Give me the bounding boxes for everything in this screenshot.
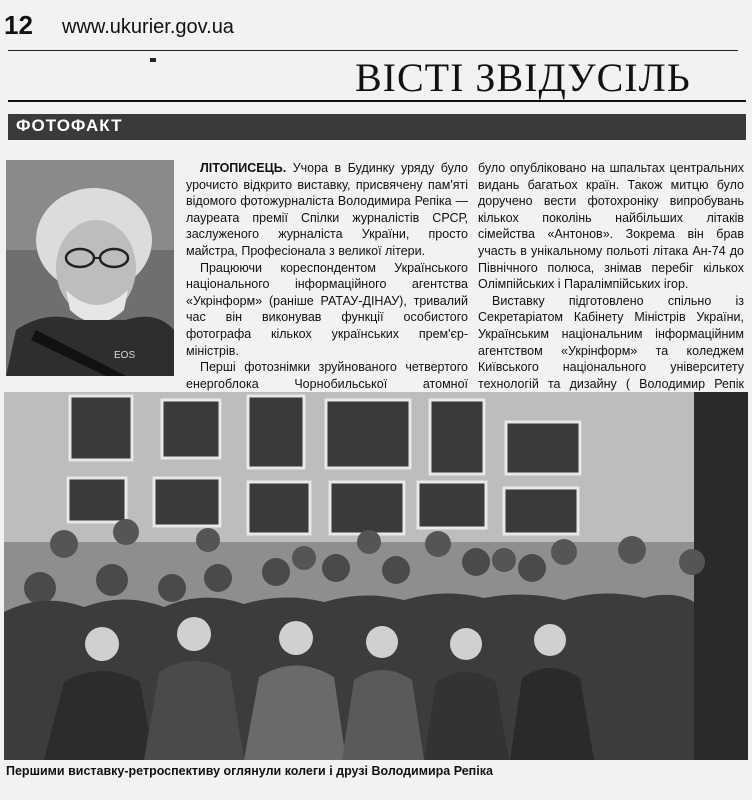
article-column-2 <box>478 160 744 409</box>
portrait-photo <box>6 160 174 376</box>
camera-strap-label: EOS <box>114 350 136 361</box>
article-paragraph-2: Працюючи кореспондентом Українського національного інформаційного агентства «Укрінформ» (раніше РАТАУ-ДІНАУ), тривалий час він виконував функції особистого фотографа кількох українських прем'єр-міністрів. <box>186 260 468 358</box>
article-paragraph-4: було опубліковано на шпальтах центральних видань багатьох країн. Також митцю було доручено вести фотохроніку випробувань кількох поколінь найбільших літаків сімейства «Антонов». Зокрема він брав участь в унікальному польоті літака Ан-74 до Північного полюса, знімав перебіг кількох Олімпійських і Паралімпійських ігор. <box>478 161 744 292</box>
website-url: www.ukurier.gov.ua <box>62 16 234 38</box>
article-paragraph-1: Учора в Будинку уряду було урочисто відкрито виставку, присвячену пам'яті відомого фотожурналіста Володимира Репіка — лауреата премії Спілки журналістів СРСР, заслуженого журналіста України, просто майстра, Професіонала з великої літери. <box>186 161 468 258</box>
group-photo <box>4 392 748 760</box>
print-mark <box>150 58 156 62</box>
article-paragraph-3: Перші фотознімки зруйнованого четвертого енергоблока Чорнобильської атомної <box>186 360 468 391</box>
section-rule <box>8 100 746 102</box>
rubric-label: ФОТОФАКТ <box>16 116 123 135</box>
header-rule <box>8 50 738 51</box>
page-number: 12 <box>4 10 33 40</box>
section-title: ВІСТІ ЗВІДУСІЛЬ <box>355 55 691 100</box>
article-paragraph-5: Виставку підготовлено спільно із Секретаріатом Кабінету Міністрів України, Українським національним інформаційним агентством «Укрінформ» та коледжем Київського національного університету технологій та дизайну ( Володимир Репік <box>478 293 744 391</box>
rubric-bar <box>8 114 746 140</box>
article-lead: ЛІТОПИСЕЦЬ. <box>200 161 287 175</box>
photo-caption: Першими виставку-ретроспективу оглянули колеги і друзі Володимира Репіка <box>6 764 493 778</box>
